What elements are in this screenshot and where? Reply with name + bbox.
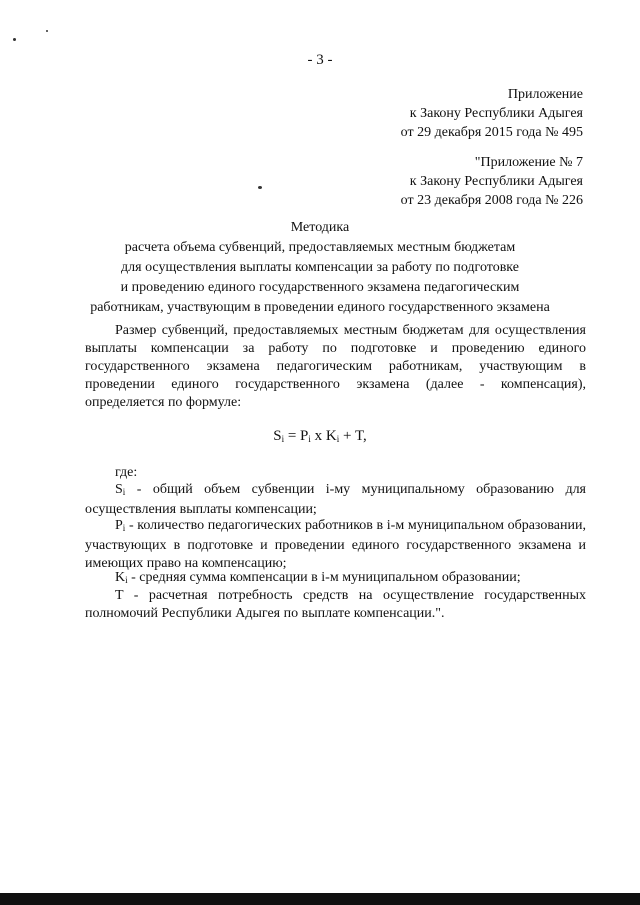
- scan-speck: [13, 38, 16, 41]
- original-appendix-heading: [401, 153, 583, 210]
- definition-k: $K_i$ - средняя сумма компенсации в i-м муниципальном образовании;: [115, 570, 521, 585]
- definition-s: $S_i$ - общий объем субвенции i-му муниципальному образованию для осуществления выплаты компенсации;: [85, 482, 586, 517]
- page-number: - 3 -: [307, 52, 333, 68]
- appendix-heading: [401, 85, 583, 142]
- intro-paragraph: Размер субвенций, предоставляемых местным бюджетам для осуществления выплаты компенсации за работу по подготовке и проведению единого государственного экзамена педагогическим работникам, участвующим в проведении единого государственного экзамена (далее - компенсация), определяется по формуле:: [85, 323, 586, 410]
- method-line: работникам, участвующим в проведении единого государственного экзамена: [90, 300, 550, 315]
- original-appendix-law: к Закону Республики Адыгея: [409, 174, 583, 189]
- appendix-title: Приложение: [507, 87, 583, 102]
- scan-speck: [46, 30, 48, 32]
- appendix-date: от 29 декабря 2015 года № 495: [400, 125, 583, 140]
- scan-speck: [258, 186, 262, 189]
- original-appendix-title: "Приложение № 7: [474, 155, 583, 170]
- method-line: расчета объема субвенций, предоставляемых местным бюджетам: [124, 240, 516, 255]
- formula: $S_i = P_i$ x $K_i + T$,: [273, 428, 367, 444]
- method-title: Методика: [290, 220, 350, 235]
- method-line: для осуществления выплаты компенсации за работу по подготовке: [121, 260, 519, 275]
- definition-p: $P_i$ - количество педагогических работников в i-м муниципальном образовании, участвующих в подготовке и проведении единого государственного экзамена и имеющих право на компенсацию;: [85, 518, 586, 571]
- original-appendix-date: от 23 декабря 2008 года № 226: [400, 193, 583, 208]
- definition-t: T - расчетная потребность средств на осуществление государственных полномочий Республики Адыгея по выплате компенсации.".: [85, 588, 586, 621]
- appendix-law: к Закону Республики Адыгея: [409, 106, 583, 121]
- method-heading: [60, 218, 580, 318]
- method-line: и проведению единого государственного экзамена педагогическим: [120, 280, 520, 295]
- where-label: где:: [115, 465, 138, 480]
- scan-edge-bar: [0, 893, 640, 905]
